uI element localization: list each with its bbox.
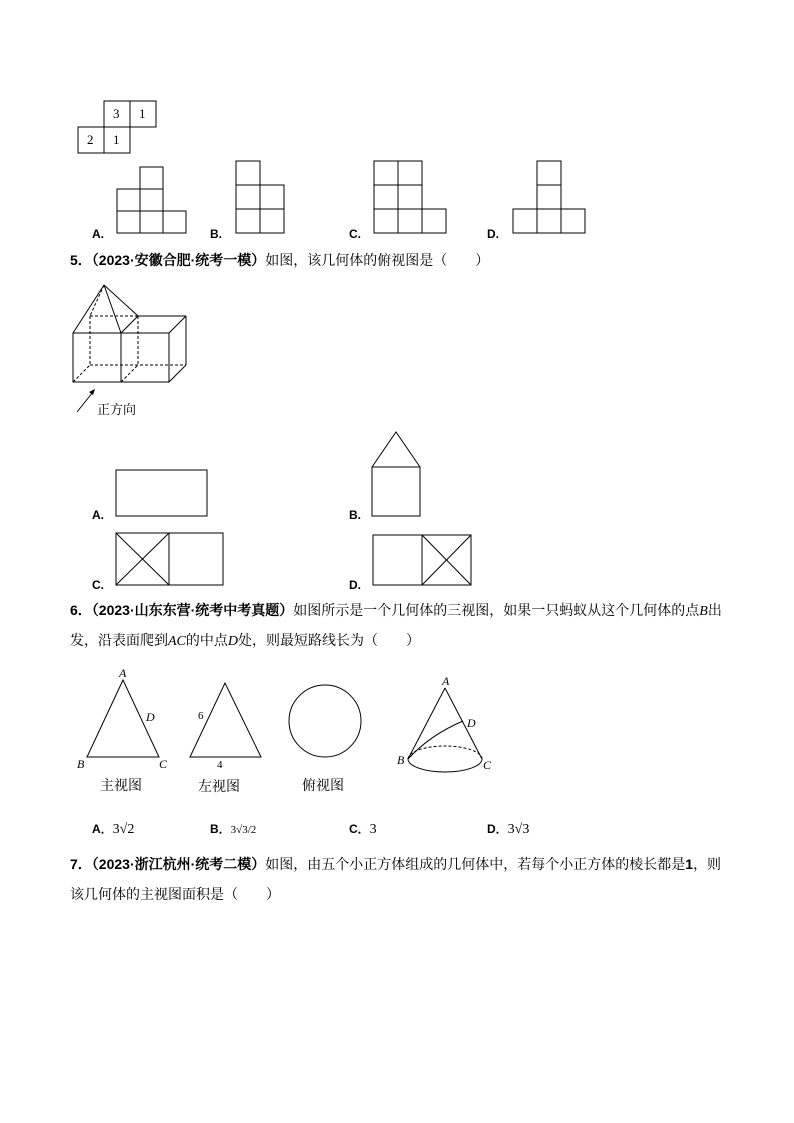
q5-option-c-label[interactable]: C.	[92, 578, 104, 592]
caption-top-view: 俯视图	[302, 778, 344, 794]
q5-number: 5．	[70, 252, 92, 268]
q4-option-b-label[interactable]: B.	[210, 227, 222, 241]
q6-text-1b: 出	[707, 603, 722, 619]
q4-option-a-label[interactable]: A.	[92, 227, 104, 241]
q7-stem-line1	[70, 853, 721, 876]
q6-option-a-value: 3√2	[112, 822, 135, 837]
q6-source: （2023·山东东营·统考中考真题）	[91, 602, 294, 618]
front-view-label-b: B	[77, 757, 85, 771]
q5-text: 如图，该几何体的俯视图是（ ）	[265, 253, 490, 269]
caption-front-view: 主视图	[100, 778, 142, 794]
q5-option-a-label[interactable]: A.	[92, 508, 104, 522]
q6-option-d-value: 3√3	[507, 822, 530, 837]
net-cell-1a: 1	[139, 106, 146, 121]
q6-option-b-value: 3√3/2	[230, 824, 257, 836]
cone-label-d: D	[467, 716, 476, 730]
q6-seg-ac: AC	[168, 634, 186, 649]
q6-option-d[interactable]	[487, 818, 529, 838]
q6-option-a[interactable]	[92, 818, 134, 838]
front-view-label-d: D	[146, 710, 155, 724]
q6-number: 6．	[70, 602, 92, 618]
q4-option-d-label[interactable]: D.	[487, 227, 499, 241]
q6-text-2c: 处，则最短路线长为（ ）	[238, 633, 421, 649]
q7-stem-line2	[70, 884, 280, 906]
q6-option-c[interactable]	[349, 818, 377, 838]
q7-edge-length: 1	[685, 856, 694, 872]
net-cell-2: 2	[87, 132, 94, 147]
q6-option-b[interactable]	[210, 818, 256, 837]
net-cell-1b: 1	[113, 132, 120, 147]
q5-direction-label: 正方向	[97, 403, 137, 418]
left-view-label-6: 6	[198, 710, 204, 722]
q6-point-d: D	[227, 634, 239, 649]
q7-source: （2023·浙江杭州·统考二模）	[91, 856, 266, 872]
q6-option-d-label: D．	[487, 822, 508, 836]
front-view-label-c: C	[159, 757, 168, 771]
q6-text-2a: 发，沿表面爬到	[70, 633, 168, 649]
q5-option-b-label[interactable]: B.	[349, 508, 361, 522]
cone-label-b: B	[397, 753, 405, 767]
q6-point-b: B	[699, 604, 708, 619]
q6-option-c-value: 3	[369, 822, 377, 837]
q7-text-1b: ，则	[693, 857, 722, 873]
cone-label-a: A	[442, 674, 450, 688]
q6-text-1a: 如图所示是一个几何体的三视图，如果一只蚂蚁从这个几何体的点	[293, 603, 700, 619]
cone-label-c: C	[483, 758, 492, 772]
q5-source: （2023·安徽合肥·统考一模）	[91, 252, 266, 268]
net-cell-3: 3	[113, 106, 120, 121]
q6-option-b-label: B．	[210, 822, 231, 836]
q6-option-a-label: A．	[92, 822, 113, 836]
caption-left-view: 左视图	[198, 779, 240, 795]
q5-option-d-label[interactable]: D.	[349, 578, 361, 592]
q7-number: 7．	[70, 856, 92, 872]
q4-option-c-label[interactable]: C.	[349, 227, 361, 241]
q6-text-2b: 的中点	[185, 633, 228, 649]
q7-text-1a: 如图，由五个小正方体组成的几何体中，若每个小正方体的棱长都是	[265, 857, 686, 873]
q6-option-c-label: C．	[349, 822, 370, 836]
q7-text-2: 该几何体的主视图面积是（ ）	[70, 887, 280, 903]
front-view-label-a: A	[119, 666, 127, 680]
left-view-label-4: 4	[217, 759, 223, 771]
